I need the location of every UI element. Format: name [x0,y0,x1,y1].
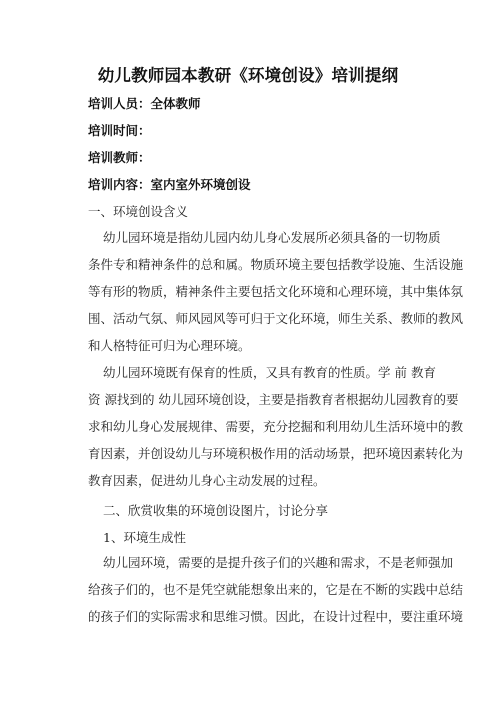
para3-line: 的孩子们的实际需求和思维习惯。因此，在设计过程中，要注重环境 [88,609,464,624]
subsection1-heading: 1、环境生成性 [103,530,186,545]
para1-line: 和人格特征可归为心理环境。 [88,338,251,353]
para3-line: 给孩子们的，也不是凭空就能想象出来的，它是在不断的实践中总结 [88,582,464,597]
para1-line: 围、活动气氛、师风园风等可归于文化环境，师生关系、教师的教风 [88,311,464,326]
section2-heading: 二、欣赏收集的环境创设图片，讨论分享 [103,503,329,518]
content-line: 培训内容：室内室外环境创设 [88,177,251,192]
para2-line: 求和幼儿身心发展规律、需要，充分挖掘和利用幼儿生活环境中的教 [88,419,464,434]
para2-line: 幼儿园环境既有保育的性质，又具有教育的性质。学 前 教育 [103,365,436,380]
para1-line: 幼儿园环境是指幼儿园内幼儿身心发展所必须具备的一切物质 [103,230,441,245]
para3-line: 幼儿园环境，需要的是提升孩子们的兴趣和需求，不是老师强加 [103,555,454,570]
trainer-line: 培训教师： [88,150,151,165]
participants-line: 培训人员：全体教师 [88,96,201,111]
para1-line: 条件专和精神条件的总和属。物质环境主要包括教学设施、生活设施 [88,257,464,272]
document-title: 幼儿教师园本教研《环境创设》培训提纲 [97,66,399,85]
time-line: 培训时间： [88,123,151,138]
para2-line: 教育因素，促进幼儿身心主动发展的过程。 [88,473,326,488]
para2-line: 资 源找到的 幼儿园环境创设，主要是指教育者根据幼儿园教育的要 [88,392,459,407]
para2-line: 育因素，并创设幼儿与环境积极作用的活动场景，把环境因素转化为 [88,446,464,461]
para1-line: 等有形的物质，精神条件主要包括文化环境和心理环境，其中集体氛 [88,284,464,299]
section1-heading: 一、环境创设含义 [88,204,189,219]
